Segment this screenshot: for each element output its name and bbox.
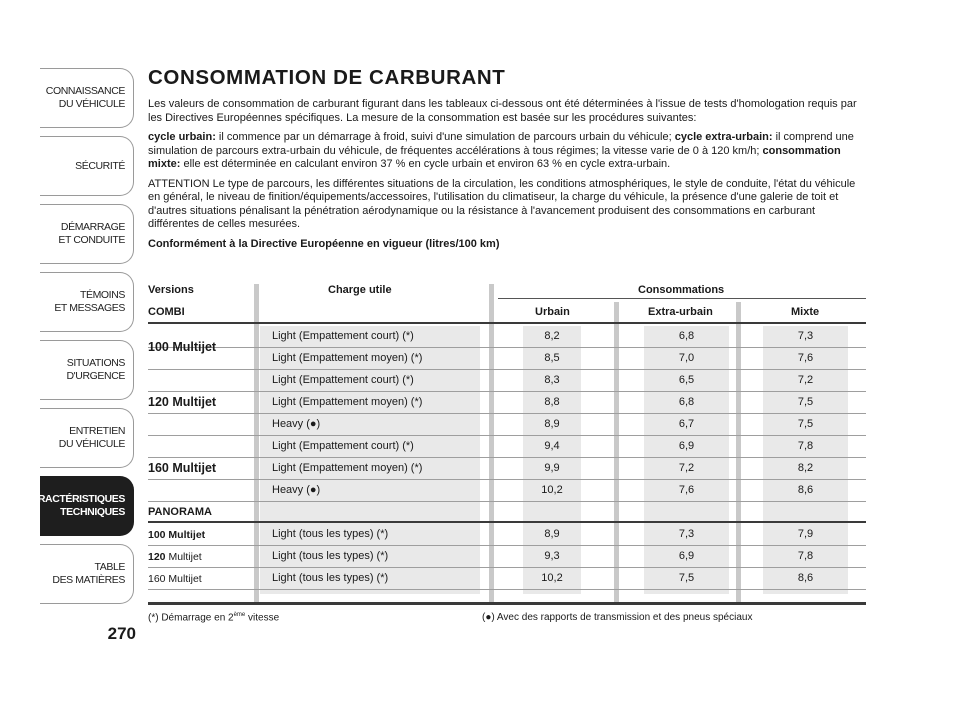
header-rule bbox=[498, 298, 866, 299]
chapter-sidebar bbox=[23, 68, 134, 612]
urbain-cell: 10,2 bbox=[541, 572, 563, 584]
panorama-rule bbox=[148, 521, 866, 523]
main-content bbox=[148, 66, 864, 257]
footnote-gear bbox=[148, 612, 279, 623]
combi-label: COMBI bbox=[148, 306, 185, 318]
intro-paragraph: Les valeurs de consommation de carburant figurant dans les tableaux ci-dessous ont été déterminées à l'issue de tests d'homologation requis par les Directives Européennes spécifiques. La mesure de la consommation est basée sur les procédures suivantes: bbox=[148, 98, 857, 124]
sidebar-tab[interactable] bbox=[40, 68, 134, 128]
charge-cell: Light (tous les types) (*) bbox=[272, 550, 389, 562]
extra-urbain-cell: 6,9 bbox=[678, 440, 695, 452]
charge-cell: Heavy (●) bbox=[272, 484, 321, 496]
charge-cell: Light (Empattement moyen) (*) bbox=[272, 352, 423, 364]
mixte-cell: 7,3 bbox=[797, 330, 814, 342]
page-title: CONSOMMATION DE CARBURANT bbox=[148, 66, 506, 89]
charge-cell: Light (tous les types) (*) bbox=[272, 572, 389, 584]
attention-paragraph: ATTENTION Le type de parcours, les différentes situations de la circulation, les conditions atmosphériques, le style de conduite, l'état du véhicule en général, le niveau de finition/équipements/accessoires, l'utilisation du climatiseur, la charge du véhicule, la présence d'une galerie de toit et d'autres situations pénalisant la pénétration aérodynamique ou la résistance à l'avancement produisent des consommations en carburant différentes de celles mesurées. bbox=[148, 177, 856, 230]
urbain-cell: 8,2 bbox=[544, 330, 560, 342]
extra-urbain-cell: 7,0 bbox=[678, 352, 695, 364]
urbain-cell: 8,3 bbox=[544, 374, 560, 386]
table-row bbox=[148, 524, 866, 546]
mixte-cell: 7,5 bbox=[797, 418, 814, 430]
consumption-table bbox=[148, 280, 866, 606]
extra-urbain-cell: 6,7 bbox=[678, 418, 695, 430]
charge-cell: Light (Empattement court) (*) bbox=[272, 374, 414, 386]
subheader-urbain: Urbain bbox=[535, 306, 570, 318]
charge-cell: Light (Empattement court) (*) bbox=[272, 330, 414, 342]
extra-urban-cycle-label: cycle extra-urbain: bbox=[671, 131, 773, 143]
sidebar-tab-label: SÉCURITÉ bbox=[75, 159, 125, 172]
sidebar-tab-label: CARACTÉRISTIQUES TECHNIQUES bbox=[23, 493, 125, 518]
table-row bbox=[148, 414, 866, 436]
sidebar-tab-label: TÉMOINS ET MESSAGES bbox=[54, 289, 125, 314]
footnote-gear-suffix: vitesse bbox=[245, 612, 280, 624]
sidebar-tab[interactable] bbox=[40, 272, 134, 332]
mixte-cell: 7,8 bbox=[797, 440, 814, 452]
mixte-cell: 8,6 bbox=[797, 572, 814, 584]
model-label: 100 Multijet bbox=[148, 340, 217, 354]
extra-urbain-cell: 6,9 bbox=[678, 550, 695, 562]
header-consommations: Consommations bbox=[638, 284, 725, 296]
urbain-cell: 9,9 bbox=[544, 462, 560, 474]
urbain-cell: 8,9 bbox=[544, 528, 560, 540]
sidebar-tab-label: CONNAISSANCE DU VÉHICULE bbox=[45, 85, 125, 110]
mixed-consumption-label: consommation mixte: bbox=[148, 144, 841, 170]
urbain-cell: 9,3 bbox=[544, 550, 560, 562]
page-number: 270 bbox=[107, 624, 136, 643]
charge-cell: Heavy (●) bbox=[272, 418, 321, 430]
mixte-cell: 8,6 bbox=[797, 484, 814, 496]
footnote-heavy: (●) Avec des rapports de transmission et des pneus spéciaux bbox=[482, 612, 753, 623]
urbain-cell: 9,4 bbox=[544, 440, 560, 452]
panorama-model-bold: 100 Multijet bbox=[148, 529, 206, 541]
table-bottom-rule bbox=[148, 602, 866, 605]
group-rule bbox=[148, 501, 254, 502]
header-charge: Charge utile bbox=[328, 284, 392, 296]
urbain-cell: 10,2 bbox=[541, 484, 563, 496]
charge-cell: Light (Empattement court) (*) bbox=[272, 440, 414, 452]
mixte-cell: 7,9 bbox=[797, 528, 814, 540]
mixte-cell: 7,6 bbox=[797, 352, 814, 364]
table-row bbox=[148, 568, 866, 590]
table-row bbox=[148, 370, 866, 392]
table-row bbox=[148, 392, 866, 414]
sidebar-tab-label: SITUATIONS D'URGENCE bbox=[66, 357, 125, 382]
extra-urbain-cell: 6,8 bbox=[678, 330, 695, 342]
table-row bbox=[148, 480, 866, 502]
cycles-paragraph bbox=[148, 131, 864, 172]
mixte-cell: 7,2 bbox=[797, 374, 814, 386]
urbain-cell: 8,5 bbox=[544, 352, 560, 364]
urbain-cell: 8,9 bbox=[544, 418, 560, 430]
mixed-consumption-text: elle est déterminée en calculant environ 37 % en cycle urbain et environ 63 % en cycle extra-urbain. bbox=[180, 158, 671, 170]
model-label: 160 Multijet bbox=[148, 461, 217, 475]
extra-urbain-cell: 6,8 bbox=[678, 396, 695, 408]
extra-urbain-cell: 7,3 bbox=[678, 528, 695, 540]
panorama-model-label bbox=[148, 573, 202, 585]
extra-urbain-cell: 7,6 bbox=[678, 484, 695, 496]
combi-rule bbox=[148, 322, 866, 324]
model-label: 120 Multijet bbox=[148, 395, 217, 409]
header-versions: Versions bbox=[148, 284, 194, 296]
subheader-mixte: Mixte bbox=[791, 306, 820, 318]
panorama-model-rest: Multijet bbox=[165, 551, 202, 563]
panorama-model-label bbox=[148, 551, 202, 563]
sidebar-tab[interactable] bbox=[40, 544, 134, 604]
mixte-cell: 8,2 bbox=[797, 462, 814, 474]
table-row bbox=[148, 348, 866, 370]
urban-cycle-label: cycle urbain: bbox=[148, 131, 216, 143]
urbain-cell: 8,8 bbox=[544, 396, 560, 408]
sidebar-tab[interactable] bbox=[40, 136, 134, 196]
extra-urbain-cell: 6,5 bbox=[678, 374, 695, 386]
panorama-model-rest: 160 Multijet bbox=[148, 573, 202, 585]
panorama-label: PANORAMA bbox=[148, 506, 212, 518]
panorama-model-label bbox=[148, 529, 205, 541]
sidebar-tab[interactable] bbox=[40, 204, 134, 264]
charge-cell: Light (tous les types) (*) bbox=[272, 528, 389, 540]
urban-cycle-text: il commence par un démarrage à froid, suivi d'une simulation de parcours urbain du véhicule; bbox=[215, 131, 672, 143]
mixte-cell: 7,5 bbox=[797, 396, 814, 408]
sidebar-tab[interactable] bbox=[40, 408, 134, 468]
charge-cell: Light (Empattement moyen) (*) bbox=[272, 396, 423, 408]
subheader-extra-urbain: Extra-urbain bbox=[648, 306, 713, 318]
footnote-gear-text: (*) Démarrage en 2 bbox=[148, 612, 234, 624]
table-row bbox=[148, 436, 866, 458]
extra-urban-cycle-text: il comprend une simulation de parcours extra-urbain du véhicule, de fréquentes accélérations à tous régimes; la vitesse varie de 0 à 120 km/h; bbox=[148, 131, 854, 157]
sidebar-tab[interactable] bbox=[23, 476, 134, 536]
extra-urbain-cell: 7,2 bbox=[678, 462, 695, 474]
panorama-model-bold: 120 bbox=[148, 551, 166, 563]
charge-cell: Light (Empattement moyen) (*) bbox=[272, 462, 423, 474]
table-row bbox=[148, 546, 866, 568]
table-row bbox=[148, 458, 866, 480]
footnote-gear-sup: ème bbox=[233, 612, 246, 618]
sidebar-tab-label: TABLE DES MATIÈRES bbox=[52, 561, 125, 586]
directive-heading: Conformément à la Directive Européenne en vigueur (litres/100 km) bbox=[148, 237, 500, 250]
mixte-cell: 7,8 bbox=[797, 550, 814, 562]
sidebar-tab-label: ENTRETIEN DU VÉHICULE bbox=[58, 425, 125, 450]
sidebar-tab[interactable] bbox=[40, 340, 134, 400]
extra-urbain-cell: 7,5 bbox=[678, 572, 695, 584]
sidebar-tab-label: DÉMARRAGE ET CONDUITE bbox=[58, 221, 125, 246]
table-row bbox=[148, 326, 866, 348]
